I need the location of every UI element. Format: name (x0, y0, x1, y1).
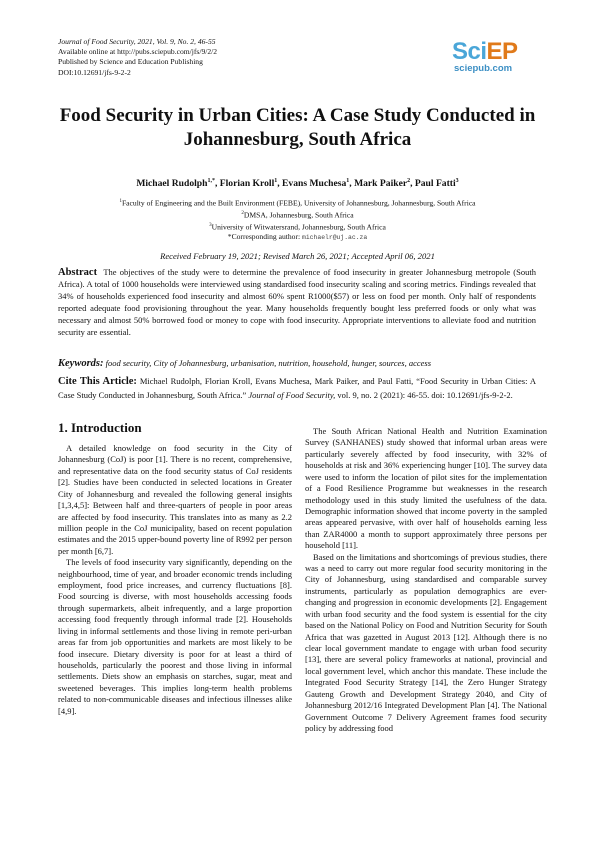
left-column (58, 443, 292, 717)
author-affil-sup: 1,* (207, 178, 215, 184)
affiliation-1: $^1$Faculty of Engineering and the Built Environment (FEBE), University of Johannesburg, Johannesburg, South Africa (119, 198, 476, 208)
author-affil-sup: 1 (346, 178, 350, 184)
affiliation-3: $^3$University of Witwatersrand, Johannesburg, South Africa (209, 222, 386, 232)
keywords (58, 358, 536, 369)
author-list: Michael Rudolph$^{1,*}$, Florian Kroll$^1$, Evans Muchesa$^1$, Mark Paiker$^2$, Paul Fatti$^3$ (136, 178, 459, 190)
section-heading: 1. Introduction (58, 420, 142, 435)
affiliation-2: $^2$DMSA, Johannesburg, South Africa (241, 210, 354, 220)
logo-wordmark (452, 38, 518, 66)
corresponding-author: *Corresponding author: michaelr@uj.ac.za (227, 232, 368, 242)
keywords-label: Keywords: (58, 358, 104, 369)
author-name: Mark Paiker (354, 178, 408, 190)
paragraph: The levels of food insecurity vary significantly, depending on the neighbourhood, time of year, and broader economic trends including employment, food price increases, and currency fluctuations [8]. Food sourcing is diverse, with most households accessing foods through supermarkets, albeit infrequently, and a large proportion accessing food frequently through informal trade [2]. Households living in informal settlements and those living in remote peri-urban areas far from job opportunities and markets are most likely to be food insecure. Dietary diversity is poor for at least a third of households, particularly the poorest and those living in informal settlements. Diets show an emphasis on starches, sugar, meat and sweetened beverages. This implies long-term health problems related to non-communicable diseases and infectious illnesses alike [4,9]. (58, 557, 292, 716)
logo-ep: EP (486, 38, 518, 65)
author-name: Paul Fatti (414, 178, 456, 190)
article-dates: Received February 19, 2021; Revised March 26, 2021; Accepted April 06, 2021 (160, 251, 435, 261)
cite-tail: vol. 9, no. 2 (2021): 46-55. doi: 10.12691/jfs-9-2-2. (337, 389, 513, 400)
keywords-text: food security, City of Johannesburg, urbanisation, nutrition, household, hunger, sources, access (105, 358, 432, 368)
journal-doi[interactable]: DOI:10.12691/jfs-9-2-2 (58, 67, 131, 77)
cite-this-article (58, 375, 536, 401)
cite-journal: Journal of Food Security, (248, 389, 336, 400)
cite-text: Michael Rudolph, Florian Kroll, Evans Muchesa, Mark Paiker, and Paul Fatti, “Food Security in Urban Cities: A Case Study Conducted in Johannesburg, South Africa.” (58, 376, 536, 400)
author-affil-sup: 1 (274, 178, 278, 184)
abstract (58, 267, 536, 338)
author-name: Florian Kroll (219, 178, 275, 190)
abstract-text: The objectives of the study were to determine the prevalence of food insecurity in greater Johannesburg metropole (South Africa). A total of 1000 households were interviewed using standardised food insecurity scaling and scoring metrics. Findings revealed that 34% of households experienced food insecurity and almost 60% spent R1000($57) or less on food per month. Only half of respondents reported adequate food provisioning throughout the year. Many households frequently bought less preferred foods or only what was necessary and almost 50% borrowed food or money to cope with food insecurity. Appropriate interventions to alleviate food and nutrition security are essential. (58, 267, 536, 337)
paragraph: The South African National Health and Nutrition Examination Survey (SANHANES) study showed that informal urban areas were particularly severely affected by food insecurity, with 32% of households at risk and 36% experiencing hunger [10]. The survey data were used to inform the location of pilot sites for the implementation of a Food Resilience Programme but weaknesses in the research methodology used in this study limited the usefulness of the data. Demographic information showed that income poverty in the sampled areas appeared pervasive, with over half of households earning less than ZAR4000 a month to support approximately three persons per household [11]. (305, 426, 547, 551)
author-name: Evans Muchesa (282, 178, 347, 190)
logo-sci: Sci (452, 38, 487, 65)
author-affil-sup: 2 (407, 178, 411, 184)
paragraph: Based on the limitations and shortcomings of previous studies, there was a need to carry out more regular food security monitoring in the City of Johannesburg, using standardised and comparable survey instruments, particularly as population demographics are ever-changing and progression in economic developments [2]. Engagement with urban food security and the food system is essential for the city based on the National Policy on Food and Nutrition Security for South Africa that was gazetted in August 2013 [12]. Although there is no clear local government mandate to engage with urban food security [13], there are several policy frameworks at national, provincial and local government level, which anchor this mandate. These include the Integrated Food Security Strategy [14], the Zero Hunger Strategy Gauteng Growth and Development Strategy 2040, and City of Johannesburg 2012/16 Integrated Development Plan [4]. The National Government Outcome 7 Delivery Agreement frames food security policy by addressing food (305, 551, 547, 733)
journal-header (58, 37, 217, 78)
logo-url: sciepub.com (454, 63, 513, 74)
author-name: Michael Rudolph (136, 178, 208, 190)
author-affil-sup: 3 (455, 178, 459, 184)
journal-publisher: Published by Science and Education Publishing (58, 57, 203, 67)
affiliations (40, 197, 555, 244)
journal-citation: Journal of Food Security, 2021, Vol. 9, No. 2, 46-55 (58, 37, 216, 46)
article-title: Food Security in Urban Cities: A Case Study Conducted in Johannesburg, South Africa (59, 105, 536, 150)
right-column (305, 426, 547, 734)
corresponding-email[interactable]: michaelr@uj.ac.za (302, 234, 368, 242)
journal-available[interactable]: Available online at http://pubs.sciepub.com/jfs/9/2/2 (58, 47, 218, 57)
paragraph: A detailed knowledge on food security in the City of Johannesburg (CoJ) is poor [1]. There is no recent, comprehensive, and representative data on the food security status of CoJ residents [2]. Studies have been conducted in selected locations in Greater City of Johannesburg and revealed the following general insights [1,3,4,5]: Between half and three-quarters of people in poor areas are affected by food insecurity. This translates into as many as 2.2 million people in the CoJ municipality, based on recent population estimates and the 2015 upper-bound poverty line of R992 per person per month [6,7]. (58, 443, 292, 556)
abstract-label: Abstract (58, 267, 98, 278)
cite-label: Cite This Article: (58, 376, 137, 387)
sciepub-logo[interactable] (452, 38, 548, 76)
